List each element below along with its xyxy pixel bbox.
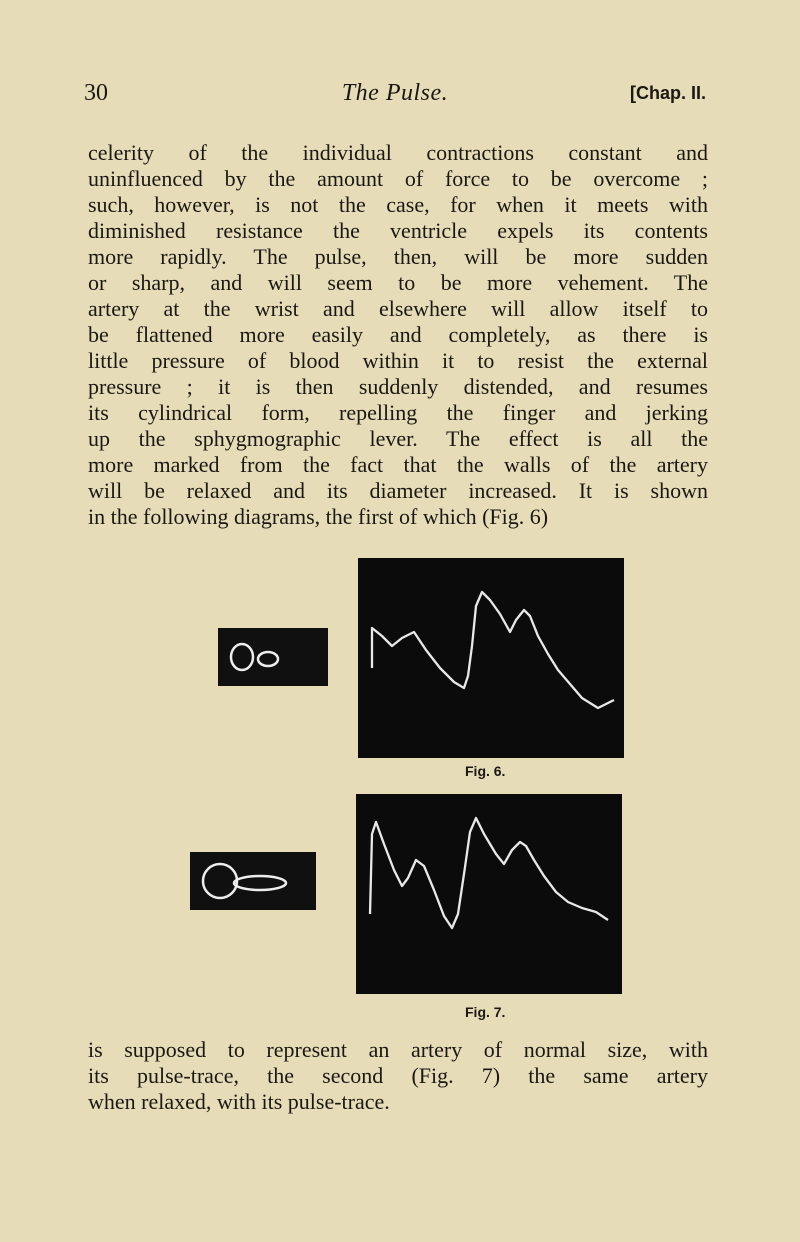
body-line: pressure ; it is then suddenly distended, and resumes [88,374,708,399]
body-line: more marked from the fact that the walls of the artery [88,452,708,477]
closing-line: when relaxed, with its pulse-trace. [88,1089,390,1114]
body-line: be flattened more easily and completely, as there is [88,322,708,347]
body-line: up the sphygmographic lever. The effect is all the [88,426,708,451]
closing-line: its pulse-trace, the second (Fig. 7) the same artery [88,1063,708,1088]
fig6-pulse-trace [358,558,624,758]
body-line: little pressure of blood within it to resist the external [88,348,708,373]
body-line: uninfluenced by the amount of force to be overcome ; [88,166,708,191]
fig6-artery-flattened-oval [258,652,278,666]
body-text [88,140,708,530]
fig7-artery-flattened-oval [234,876,286,890]
body-line: will be relaxed and its diameter increased. It is shown [88,478,708,503]
body-line: celerity of the individual contractions constant and [88,140,708,165]
fig7-pulse-trace-line [370,818,608,928]
page-number: 30 [84,80,108,106]
fig6-pulse-trace-line [372,592,614,708]
fig6-artery-normal-circle [231,644,253,670]
page-header [84,80,706,114]
fig7-artery-normal-circle [203,864,237,898]
body-line: such, however, is not the case, for when it meets with [88,192,708,217]
fig7-caption: Fig. 7. [465,1004,506,1020]
body-line: more rapidly. The pulse, then, will be more sudden [88,244,708,269]
body-line: diminished resistance the ventricle expels its contents [88,218,708,243]
body-line: in the following diagrams, the first of which (Fig. 6) [88,504,549,529]
fig7-pulse-trace [356,794,622,994]
chapter-label: [Chap. II. [630,83,706,103]
body-line: or sharp, and will seem to be more vehement. The [88,270,708,295]
fig7-artery-cross-section [190,852,316,910]
fig6-artery-cross-section [218,628,328,686]
closing-line: is supposed to represent an artery of normal size, with [88,1037,708,1062]
body-line: artery at the wrist and elsewhere will allow itself to [88,296,708,321]
running-title: The Pulse. [341,80,449,106]
closing-text [88,1037,708,1115]
fig6-caption: Fig. 6. [465,763,506,779]
body-line: its cylindrical form, repelling the finger and jerking [88,400,708,425]
